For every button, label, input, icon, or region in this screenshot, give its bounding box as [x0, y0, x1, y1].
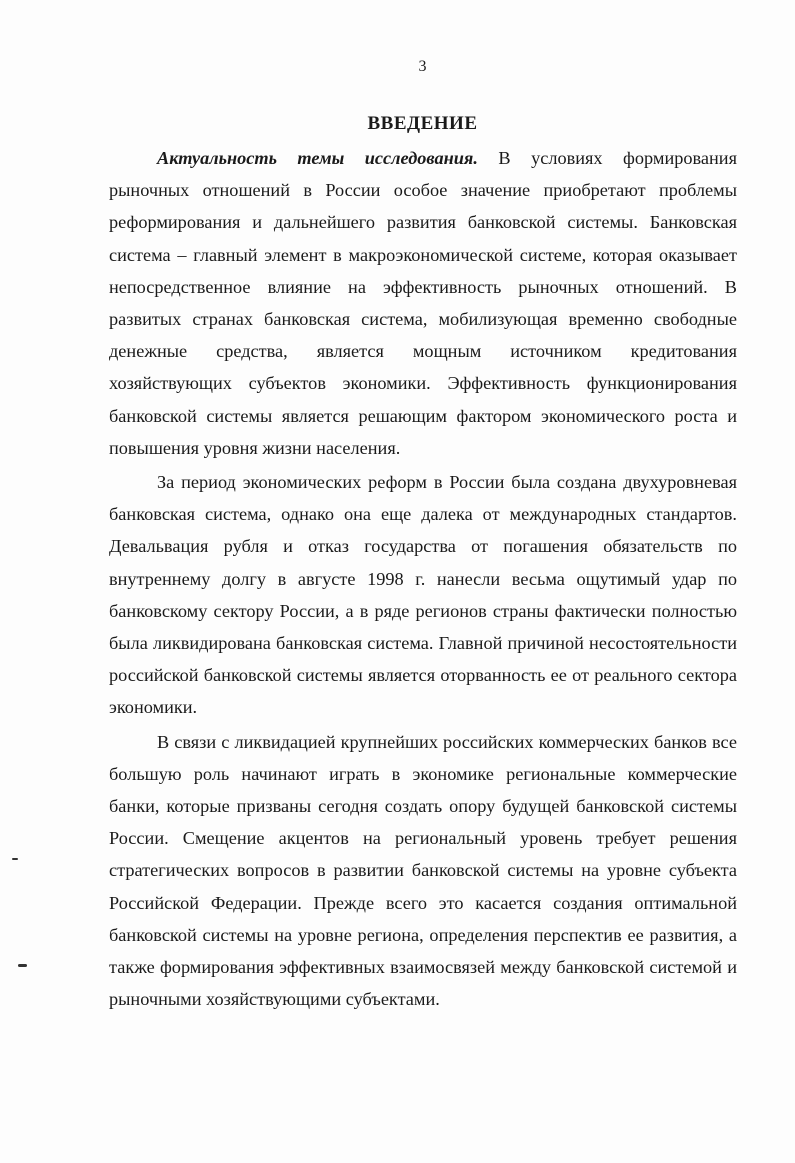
paragraph-1-text: В условиях формирования рыночных отношений в России особое значение приобретают проблемы реформирования и дальнейшего развития банковской системы. Банковская система – главный элемент в макроэкономической системе, которая оказывает непосредственное влияние на эффективность рыночных отношений. В развитых странах банковская система, мобилизующая временно свободные денежные средства, является мощным источником кредитования хозяйствующих субъектов экономики. Эффективность функционирования банковской системы является решающим фактором экономического роста и повышения уровня жизни населения.: [109, 148, 737, 458]
paragraph-1-lead: Актуальность темы исследования.: [157, 148, 478, 168]
section-heading: ВВЕДЕНИЕ: [367, 113, 478, 134]
paragraph-1: [109, 142, 737, 464]
page-number: 3: [418, 58, 427, 75]
scan-artifact-mark: [18, 964, 27, 967]
paragraph-2: За период экономических реформ в России была создана двухуровневая банковская система, однако она еще далека от международных стандартов. Девальвация рубля и отказ государства от погашения обязательств по внутреннему долгу в августе 1998 г. нанесли весьма ощутимый удар по банковскому сектору России, а в ряде регионов страны фактически полностью была ликвидирована банковская система. Главной причиной несостоятельности российской банковской системы является оторванность ее от реального сектора экономики.: [109, 472, 737, 718]
paragraph-3: В связи с ликвидацией крупнейших российских коммерческих банков все большую роль начинают играть в экономике региональные коммерческие банки, которые призваны сегодня создать опору будущей банковской системы России. Смещение акцентов на региональный уровень требует решения стратегических вопросов в развитии банковской системы на уровне субъекта Российской Федерации. Прежде всего это касается создания оптимальной банковской системы на уровне региона, определения перспектив ее развития, а также формирования эффективных взаимосвязей между банковской системой и рыночными хозяйствующими субъектами.: [109, 731, 737, 1010]
body-text: [109, 142, 737, 1015]
scan-artifact-mark: [12, 858, 18, 860]
